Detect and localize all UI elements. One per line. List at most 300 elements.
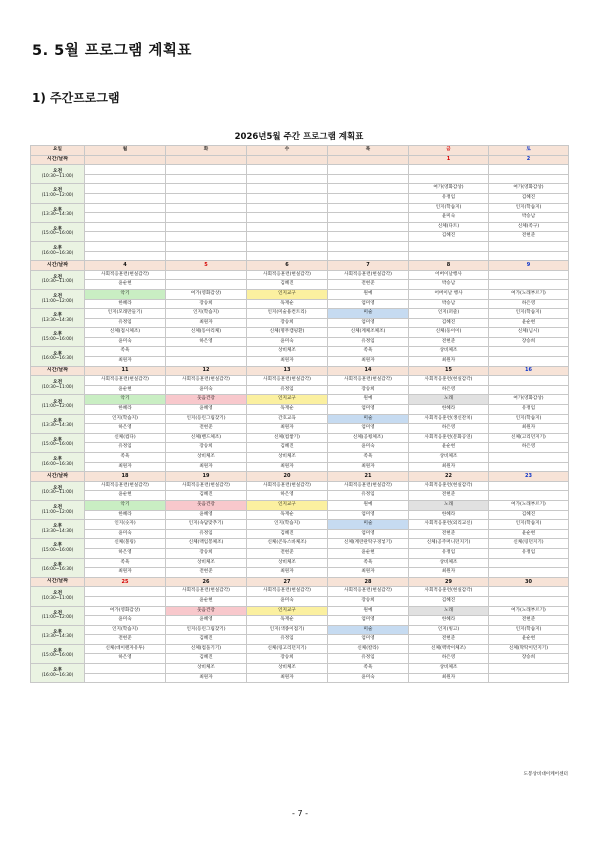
time-slot-label <box>31 270 85 289</box>
time-slot-period: 오후 <box>52 313 63 319</box>
staff-cell: 하은영 <box>247 491 328 501</box>
time-slot-period: 오후 <box>52 668 63 674</box>
staff-cell: 김혜진 <box>166 491 247 501</box>
staff-cell: 윤순현 <box>328 548 409 558</box>
activity-cell <box>247 241 328 251</box>
time-slot-period: 오후 <box>52 524 63 530</box>
activity-cell: 상비체조 <box>409 347 489 357</box>
time-slot-range: (15:00~16:00) <box>41 231 74 237</box>
time-slot-label <box>31 558 85 577</box>
staff-cell: 유정임 <box>85 318 166 328</box>
staff-row <box>31 280 569 290</box>
activity-row <box>31 309 569 319</box>
activity-cell <box>409 165 489 175</box>
staff-cell: 김혜진 <box>247 529 328 539</box>
time-slot-period: 오후 <box>52 562 63 568</box>
staff-cell: 엄미영 <box>328 424 409 434</box>
activity-cell: 인지교구 <box>247 606 328 616</box>
staff-cell: 전현준 <box>409 491 489 501</box>
page-number: - 7 - <box>292 809 308 818</box>
staff-cell <box>85 174 166 184</box>
staff-cell <box>247 213 328 223</box>
activity-cell <box>409 241 489 251</box>
activity-cell <box>247 184 328 194</box>
activity-cell <box>489 270 569 280</box>
time-slot-range: (11:00~12:00) <box>41 298 74 304</box>
activity-cell: 사회적응훈련(현실감각) <box>328 270 409 280</box>
staff-cell <box>489 568 569 578</box>
staff-cell: 최원자 <box>247 357 328 367</box>
activity-cell: 사회적응훈련(현실감각) <box>247 587 328 597</box>
activity-row <box>31 481 569 491</box>
activity-cell <box>489 558 569 568</box>
staff-cell: 한혜라 <box>409 616 489 626</box>
activity-cell: 신체(링던지기) <box>489 539 569 549</box>
activity-cell <box>85 184 166 194</box>
activity-cell: 사회적응훈련(생신잔치) <box>409 414 489 424</box>
staff-cell <box>328 174 409 184</box>
staff-cell <box>489 462 569 472</box>
staff-cell <box>489 673 569 683</box>
activity-cell: 사회적응훈련(현실감각) <box>166 376 247 386</box>
staff-row <box>31 616 569 626</box>
staff-cell: 유정임 <box>409 193 489 203</box>
time-slot-range: (15:00~16:00) <box>41 442 74 448</box>
staff-cell: 장승희 <box>247 654 328 664</box>
activity-cell: 사회적응훈련(현실감각) <box>247 270 328 280</box>
weekday-header-cell: 수 <box>247 146 328 156</box>
activity-cell: 족욕 <box>328 347 409 357</box>
staff-cell: 엄미영 <box>328 616 409 626</box>
staff-cell <box>489 596 569 606</box>
activity-cell <box>166 241 247 251</box>
activity-cell: 여가(영화감상) <box>489 395 569 405</box>
time-slot-period: 오전 <box>52 294 63 299</box>
staff-cell: 윤혜영 <box>166 510 247 520</box>
activity-cell: 인지(학습지) <box>489 203 569 213</box>
activity-cell: 여가(영화감상) <box>166 289 247 299</box>
activity-cell: 원예 <box>328 500 409 510</box>
staff-cell: 최원자 <box>247 424 328 434</box>
activity-cell: 어버이날행사 <box>409 270 489 280</box>
staff-cell: 독재순 <box>247 616 328 626</box>
staff-cell: 윤혜영 <box>166 616 247 626</box>
activity-cell: 신체(공튕체조) <box>328 433 409 443</box>
date-cell: 5 <box>166 261 247 271</box>
time-slot-label <box>31 539 85 558</box>
activity-cell <box>328 184 409 194</box>
staff-cell: 유정임 <box>328 654 409 664</box>
time-slot-label <box>31 289 85 308</box>
activity-cell: 상비체조 <box>166 664 247 674</box>
time-slot-range: (10:30~11:00) <box>41 490 74 496</box>
activity-row <box>31 587 569 597</box>
activity-cell: 신체(명무캠핑환) <box>247 328 328 338</box>
time-slot-period: 오후 <box>52 351 63 357</box>
time-slot-label <box>31 165 85 184</box>
staff-row <box>31 213 569 223</box>
time-slot-period: 오후 <box>52 418 63 424</box>
date-cell: 27 <box>247 577 328 587</box>
activity-cell: 신체(볼링) <box>85 539 166 549</box>
staff-cell: 전현준 <box>166 568 247 578</box>
activity-cell <box>166 222 247 232</box>
activity-cell <box>85 165 166 175</box>
activity-row <box>31 625 569 635</box>
date-cell: 8 <box>409 261 489 271</box>
staff-row <box>31 337 569 347</box>
staff-cell <box>166 251 247 261</box>
staff-cell: 전현준 <box>489 616 569 626</box>
time-slot-range: (15:00~16:00) <box>41 653 74 659</box>
activity-cell: 인지(색종이접기) <box>247 625 328 635</box>
time-slot-range: (13:30~14:30) <box>41 634 74 640</box>
activity-row <box>31 539 569 549</box>
staff-cell: 장승희 <box>166 548 247 558</box>
activity-cell: 신체(칼라) <box>328 644 409 654</box>
activity-cell: 인지교구 <box>247 500 328 510</box>
activity-row <box>31 328 569 338</box>
staff-cell <box>489 357 569 367</box>
time-slot-label <box>31 309 85 328</box>
staff-cell: 엄미영 <box>328 405 409 415</box>
activity-cell: 사회적응훈련(현실감각) <box>85 376 166 386</box>
staff-cell: 한혜라 <box>85 405 166 415</box>
activity-cell: 신체(링고리던지기) <box>247 644 328 654</box>
staff-cell <box>166 232 247 242</box>
time-slot-label <box>31 376 85 395</box>
activity-row <box>31 289 569 299</box>
date-cell: 28 <box>328 577 409 587</box>
staff-cell <box>489 491 569 501</box>
time-slot-range: (13:30~14:30) <box>41 528 74 534</box>
staff-row <box>31 673 569 683</box>
staff-cell: 윤미숙 <box>247 596 328 606</box>
time-slot-label <box>31 587 85 606</box>
date-cell: 21 <box>328 472 409 482</box>
activity-cell <box>166 347 247 357</box>
time-slot-label <box>31 644 85 663</box>
activity-cell: 상비체조 <box>166 453 247 463</box>
staff-cell: 장승희 <box>328 385 409 395</box>
activity-cell: 신체(님시) <box>489 328 569 338</box>
activity-cell: 인지(퍼즐) <box>409 309 489 319</box>
time-slot-range: (11:00~12:00) <box>41 192 74 198</box>
time-slot-label <box>31 606 85 625</box>
date-row <box>31 472 569 482</box>
activity-cell: 인지(학습지) <box>247 520 328 530</box>
time-slot-range: (10:30~11:00) <box>41 173 74 179</box>
staff-cell <box>85 251 166 261</box>
staff-cell: 최원자 <box>85 568 166 578</box>
staff-cell: 하은영 <box>489 299 569 309</box>
staff-cell: 유정임 <box>166 529 247 539</box>
staff-cell: 윤순현 <box>85 280 166 290</box>
activity-cell: 인지교구 <box>247 395 328 405</box>
activity-cell: 인지(학습지) <box>489 520 569 530</box>
date-cell: 6 <box>247 261 328 271</box>
staff-cell: 김혜진 <box>247 280 328 290</box>
date-cell: 19 <box>166 472 247 482</box>
activity-cell: 원예 <box>328 395 409 405</box>
activity-cell <box>489 453 569 463</box>
staff-cell: 엄미영 <box>328 510 409 520</box>
staff-row <box>31 510 569 520</box>
time-slot-label <box>31 184 85 203</box>
staff-row <box>31 548 569 558</box>
time-slot-label <box>31 481 85 500</box>
time-slot-period: 오전 <box>52 505 63 511</box>
activity-row <box>31 664 569 674</box>
activity-cell <box>85 222 166 232</box>
staff-cell: 최원자 <box>328 568 409 578</box>
activity-cell: 웃음건강 <box>166 500 247 510</box>
staff-cell <box>328 251 409 261</box>
time-slot-range: (13:30~14:30) <box>41 423 74 429</box>
activity-cell: 인지(학습지) <box>85 414 166 424</box>
activity-cell: 신체(밴드체조) <box>166 433 247 443</box>
activity-cell <box>489 587 569 597</box>
activity-cell: 원예 <box>328 606 409 616</box>
time-slot-period: 오후 <box>52 648 63 654</box>
date-cell <box>85 155 166 165</box>
activity-cell: 사회적응훈련(현실감각) <box>328 587 409 597</box>
activity-cell: 악기 <box>85 395 166 405</box>
time-slot-range: (16:00~16:30) <box>41 461 74 467</box>
activity-row <box>31 414 569 424</box>
time-slot-period: 오후 <box>52 207 63 213</box>
activity-cell: 노래 <box>409 606 489 616</box>
staff-cell: 유정임 <box>409 548 489 558</box>
staff-cell: 윤미숙 <box>247 337 328 347</box>
time-slot-period: 오전 <box>52 380 63 386</box>
activity-cell: 신체(공주머니던지기) <box>409 539 489 549</box>
staff-cell: 장승희 <box>328 596 409 606</box>
time-slot-range: (15:00~16:00) <box>41 547 74 553</box>
date-cell: 15 <box>409 366 489 376</box>
staff-row <box>31 251 569 261</box>
date-cell: 14 <box>328 366 409 376</box>
activity-cell: 사회적응훈련(현실감각) <box>328 481 409 491</box>
staff-cell: 하은영 <box>489 443 569 453</box>
activity-cell <box>489 241 569 251</box>
activity-cell: 족욕 <box>328 453 409 463</box>
time-slot-period: 오전 <box>52 591 63 597</box>
activity-cell: 신체(접시체조) <box>85 328 166 338</box>
activity-cell: 인지(등린그림찾기) <box>166 625 247 635</box>
staff-cell: 독재순 <box>247 299 328 309</box>
staff-cell: 장승희 <box>166 299 247 309</box>
date-cell: 11 <box>85 366 166 376</box>
staff-row <box>31 299 569 309</box>
time-slot-range: (13:30~14:30) <box>41 212 74 218</box>
time-slot-period: 오전 <box>52 610 63 616</box>
activity-cell: 어버이날 행사 <box>409 289 489 299</box>
staff-cell: 박승남 <box>409 280 489 290</box>
staff-cell: 윤미숙 <box>85 529 166 539</box>
staff-cell: 엄미영 <box>328 529 409 539</box>
activity-row <box>31 203 569 213</box>
activity-cell: 신체(계체조체조) <box>328 328 409 338</box>
date-cell <box>166 155 247 165</box>
table-title: 2026년5월 주간 프로그램 계획표 <box>234 132 364 142</box>
activity-cell: 웃음건강 <box>166 606 247 616</box>
staff-cell: 한혜라 <box>85 510 166 520</box>
staff-row <box>31 568 569 578</box>
staff-cell: 김혜진 <box>247 443 328 453</box>
subsection-heading: 1) 주간프로그램 <box>32 91 120 105</box>
staff-cell <box>489 174 569 184</box>
date-cell: 9 <box>489 261 569 271</box>
staff-row <box>31 174 569 184</box>
date-cell: 20 <box>247 472 328 482</box>
staff-cell: 김혜진 <box>166 635 247 645</box>
activity-cell: 족욕 <box>328 664 409 674</box>
activity-row <box>31 644 569 654</box>
staff-cell: 김혜진 <box>409 318 489 328</box>
staff-cell: 최원자 <box>85 357 166 367</box>
activity-cell <box>489 347 569 357</box>
time-slot-range: (15:00~16:00) <box>41 336 74 342</box>
staff-cell: 김혜진 <box>489 510 569 520</box>
staff-row <box>31 635 569 645</box>
activity-cell: 상비체조 <box>247 558 328 568</box>
time-slot-label <box>31 453 85 472</box>
staff-cell: 윤미숙 <box>328 443 409 453</box>
staff-row <box>31 654 569 664</box>
staff-cell <box>166 357 247 367</box>
activity-row <box>31 395 569 405</box>
date-cell <box>328 155 409 165</box>
activity-cell: 여가(영화감상) <box>85 606 166 616</box>
activity-cell: 상비체조 <box>409 558 489 568</box>
staff-cell: 김혜진 <box>489 193 569 203</box>
activity-cell: 웃음건강 <box>166 395 247 405</box>
staff-cell: 최원자 <box>409 673 489 683</box>
staff-cell: 윤순현 <box>85 385 166 395</box>
date-cell: 1 <box>409 155 489 165</box>
time-slot-label <box>31 395 85 414</box>
activity-cell: 인지(빙고) <box>409 625 489 635</box>
staff-cell <box>489 251 569 261</box>
staff-row <box>31 443 569 453</box>
activity-cell: 인지(속담맞추기) <box>166 520 247 530</box>
activity-row <box>31 453 569 463</box>
time-slot-label <box>31 520 85 539</box>
staff-cell <box>247 251 328 261</box>
staff-row <box>31 318 569 328</box>
staff-row <box>31 529 569 539</box>
date-row-label: 시간/날짜 <box>31 261 85 271</box>
activity-cell: 사회적응훈련(현실감각) <box>409 376 489 386</box>
activity-cell: 상비체조 <box>409 453 489 463</box>
staff-cell: 김혜진 <box>166 654 247 664</box>
activity-cell: 악기 <box>85 500 166 510</box>
staff-cell: 최원자 <box>247 568 328 578</box>
activity-row <box>31 222 569 232</box>
activity-cell: 신체(컵쌓기) <box>247 433 328 443</box>
activity-cell: 사회적응훈련(현실감각) <box>85 481 166 491</box>
staff-cell: 하은영 <box>166 337 247 347</box>
staff-cell <box>247 232 328 242</box>
staff-cell: 장승희 <box>489 654 569 664</box>
weekday-header-cell: 화 <box>166 146 247 156</box>
staff-cell: 한혜라 <box>85 299 166 309</box>
staff-cell <box>409 251 489 261</box>
staff-cell: 하은영 <box>409 385 489 395</box>
staff-cell: 윤혜영 <box>166 405 247 415</box>
activity-cell <box>328 222 409 232</box>
staff-cell <box>85 673 166 683</box>
activity-cell: 상비체조 <box>247 347 328 357</box>
staff-cell <box>85 596 166 606</box>
activity-cell: 악기 <box>85 289 166 299</box>
staff-cell: 전현준 <box>85 635 166 645</box>
activity-cell <box>489 481 569 491</box>
staff-cell <box>166 280 247 290</box>
activity-cell: 신체(맥박이체조) <box>409 644 489 654</box>
activity-cell <box>328 165 409 175</box>
staff-cell: 전현준 <box>166 424 247 434</box>
activity-cell: 미술 <box>328 520 409 530</box>
date-cell: 4 <box>85 261 166 271</box>
date-row <box>31 577 569 587</box>
activity-cell: 사회적응훈련(현실감각) <box>247 376 328 386</box>
activity-cell: 족욕 <box>328 558 409 568</box>
section-heading: 5. 5월 프로그램 계획표 <box>32 43 192 59</box>
activity-cell: 여가(영화감상) <box>409 184 489 194</box>
activity-cell: 여가(노래부르기) <box>489 500 569 510</box>
activity-cell: 족욕 <box>85 558 166 568</box>
staff-cell <box>166 213 247 223</box>
staff-cell: 전현준 <box>409 337 489 347</box>
activity-row <box>31 433 569 443</box>
activity-cell <box>247 203 328 213</box>
time-slot-range: (10:30~11:00) <box>41 595 74 601</box>
schedule-body <box>31 146 569 683</box>
staff-cell <box>489 385 569 395</box>
activity-row <box>31 376 569 386</box>
date-cell: 16 <box>489 366 569 376</box>
activity-cell: 인지(미술용컨트리) <box>247 309 328 319</box>
time-slot-range: (11:00~12:00) <box>41 615 74 621</box>
time-slot-label <box>31 433 85 452</box>
activity-cell: 인지(학습지) <box>489 625 569 635</box>
staff-cell: 독재순 <box>247 405 328 415</box>
weekday-header-cell: 요일 <box>31 146 85 156</box>
weekday-header-cell: 월 <box>85 146 166 156</box>
date-row-label: 시간/날짜 <box>31 472 85 482</box>
weekday-header-cell: 토 <box>489 146 569 156</box>
activity-cell <box>489 165 569 175</box>
staff-cell: 최원자 <box>166 673 247 683</box>
staff-cell <box>328 193 409 203</box>
activity-cell: 노래 <box>409 500 489 510</box>
staff-cell: 장승희 <box>247 318 328 328</box>
activity-cell: 신체(동아리체) <box>166 328 247 338</box>
activity-cell: 족욕 <box>85 347 166 357</box>
staff-cell: 엄미영 <box>328 635 409 645</box>
staff-cell: 윤순현 <box>489 635 569 645</box>
staff-cell: 최원자 <box>247 673 328 683</box>
staff-cell: 하은영 <box>85 548 166 558</box>
activity-cell: 신체(다트) <box>409 222 489 232</box>
staff-cell: 최원자 <box>409 462 489 472</box>
activity-cell: 인지(학습지) <box>409 203 489 213</box>
activity-row <box>31 520 569 530</box>
activity-cell: 신체(콘독스바체조) <box>247 539 328 549</box>
time-slot-label <box>31 664 85 683</box>
